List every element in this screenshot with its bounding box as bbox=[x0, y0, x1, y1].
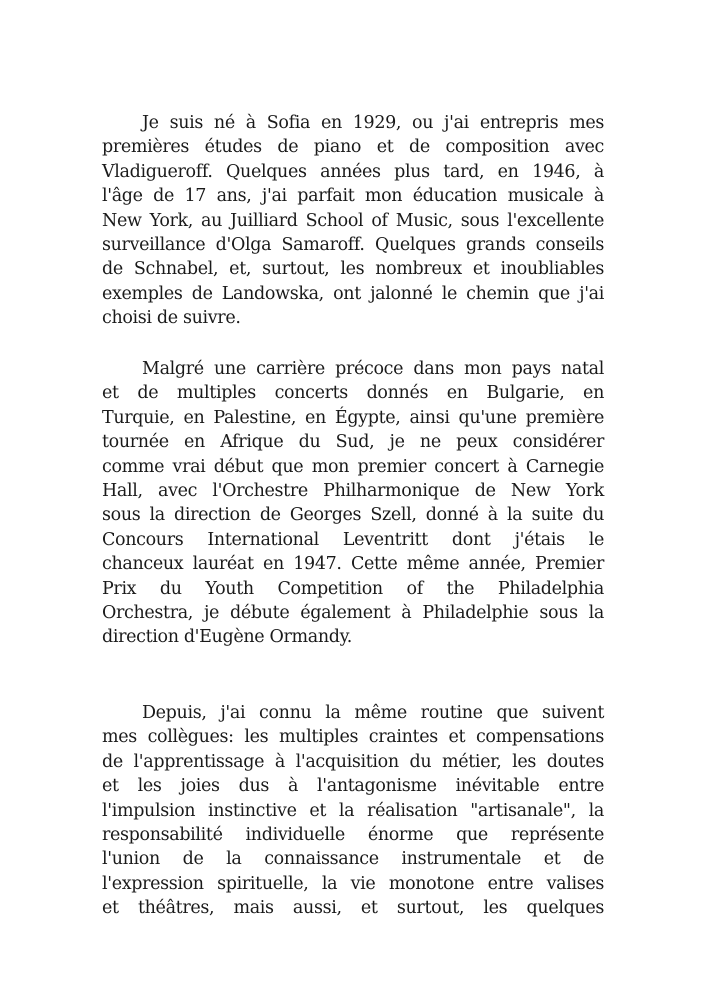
text-line: Depuis, j'ai connu la même routine que suivent bbox=[142, 703, 604, 723]
text-line: Je suis né à Sofia en 1929, ou j'ai entrepris mes bbox=[142, 113, 604, 133]
text-line: Concours International Leventritt dont j'étais le bbox=[102, 529, 604, 550]
paragraph-3 bbox=[102, 701, 604, 921]
text-line: Malgré une carrière précoce dans mon pays natal bbox=[142, 359, 604, 379]
text-line: et théâtres, mais aussi, et surtout, les quelques bbox=[102, 898, 604, 919]
text-line: tournée en Afrique du Sud, je ne peux considérer bbox=[102, 432, 604, 453]
text-line: exemples de Landowska, ont jalonné le chemin que j'ai bbox=[102, 283, 604, 304]
text-line: et de multiples concerts donnés en Bulgarie, en bbox=[102, 383, 604, 404]
text-line: comme vrai début que mon premier concert à Carnegie bbox=[102, 456, 604, 477]
text-line: Vladigueroff. Quelques années plus tard, en 1946, à bbox=[102, 161, 604, 182]
text-line: de l'apprentissage à l'acquisition du métier, les doutes bbox=[102, 751, 604, 772]
text-line: Prix du Youth Competition of the Philadelphia bbox=[102, 578, 604, 599]
text-line: l'âge de 17 ans, j'ai parfait mon éducation musicale à bbox=[102, 186, 604, 207]
text-line: New York, au Juilliard School of Music, sous l'excellente bbox=[102, 210, 604, 231]
text-line: l'expression spirituelle, la vie monotone entre valises bbox=[102, 873, 604, 894]
text-line: chanceux lauréat en 1947. Cette même année, Premier bbox=[102, 554, 604, 575]
text-line: l'union de la connaissance instrumentale et de bbox=[102, 849, 604, 870]
text-line: et les joies dus à l'antagonisme inévitable entre bbox=[102, 776, 604, 797]
text-line: premières études de piano et de composition avec bbox=[102, 137, 604, 158]
text-line: Orchestra, je débute également à Philadelphie sous la bbox=[102, 602, 604, 623]
text-line: direction d'Eugène Ormandy. bbox=[102, 627, 353, 648]
text-line: mes collègues: les multiples craintes et compensations bbox=[102, 727, 604, 748]
text-line: l'impulsion instinctive et la réalisation "artisanale", la bbox=[102, 800, 604, 821]
text-line: Turquie, en Palestine, en Égypte, ainsi qu'une première bbox=[102, 407, 604, 428]
text-line: choisi de suivre. bbox=[102, 308, 241, 329]
paragraph-1 bbox=[102, 111, 604, 331]
text-line: responsabilité individuelle énorme que représente bbox=[102, 824, 604, 845]
text-line: de Schnabel, et, surtout, les nombreux et inoubliables bbox=[102, 259, 604, 280]
text-line: sous la direction de Georges Szell, donné à la suite du bbox=[102, 505, 604, 526]
text-line: Hall, avec l'Orchestre Philharmonique de New York bbox=[102, 480, 604, 501]
paragraph-2 bbox=[102, 357, 604, 650]
text-line: surveillance d'Olga Samaroff. Quelques grands conseils bbox=[102, 234, 604, 255]
